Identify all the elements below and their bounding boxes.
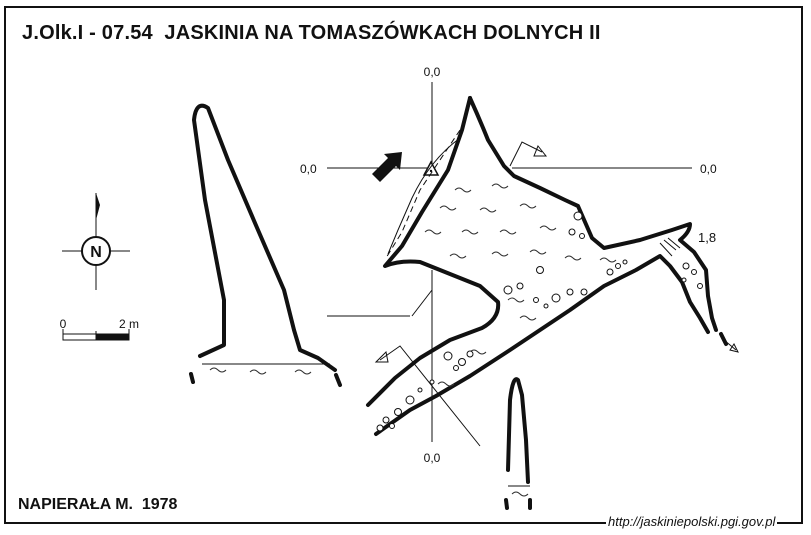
entrance-arrow-icon [372, 152, 402, 182]
cross-section-bottom [506, 379, 530, 508]
section-label-top: 0,0 [423, 65, 441, 79]
cross-section-left [191, 106, 340, 385]
compass-rose [62, 193, 130, 290]
source-url: http://jaskiniepolski.pgi.gov.pl [608, 514, 776, 529]
section-label-right: 0,0 [700, 162, 717, 176]
section-label-left: 0,0 [300, 162, 317, 176]
scale-start-label: 0 [59, 317, 67, 331]
rubble [377, 212, 703, 431]
scale-end-label: 2 m [118, 317, 140, 331]
compass-north-letter: N [90, 244, 102, 261]
section-label-bottom: 0,0 [423, 451, 441, 465]
scale-bar [60, 317, 139, 340]
map-title: J.Olk.I - 07.54 JASKINIA NA TOMASZÓWKACH DOLNYCH II [22, 22, 601, 44]
depth-label: 1,8 [698, 230, 717, 245]
author-credit: NAPIERAŁA M. 1978 [18, 496, 178, 513]
